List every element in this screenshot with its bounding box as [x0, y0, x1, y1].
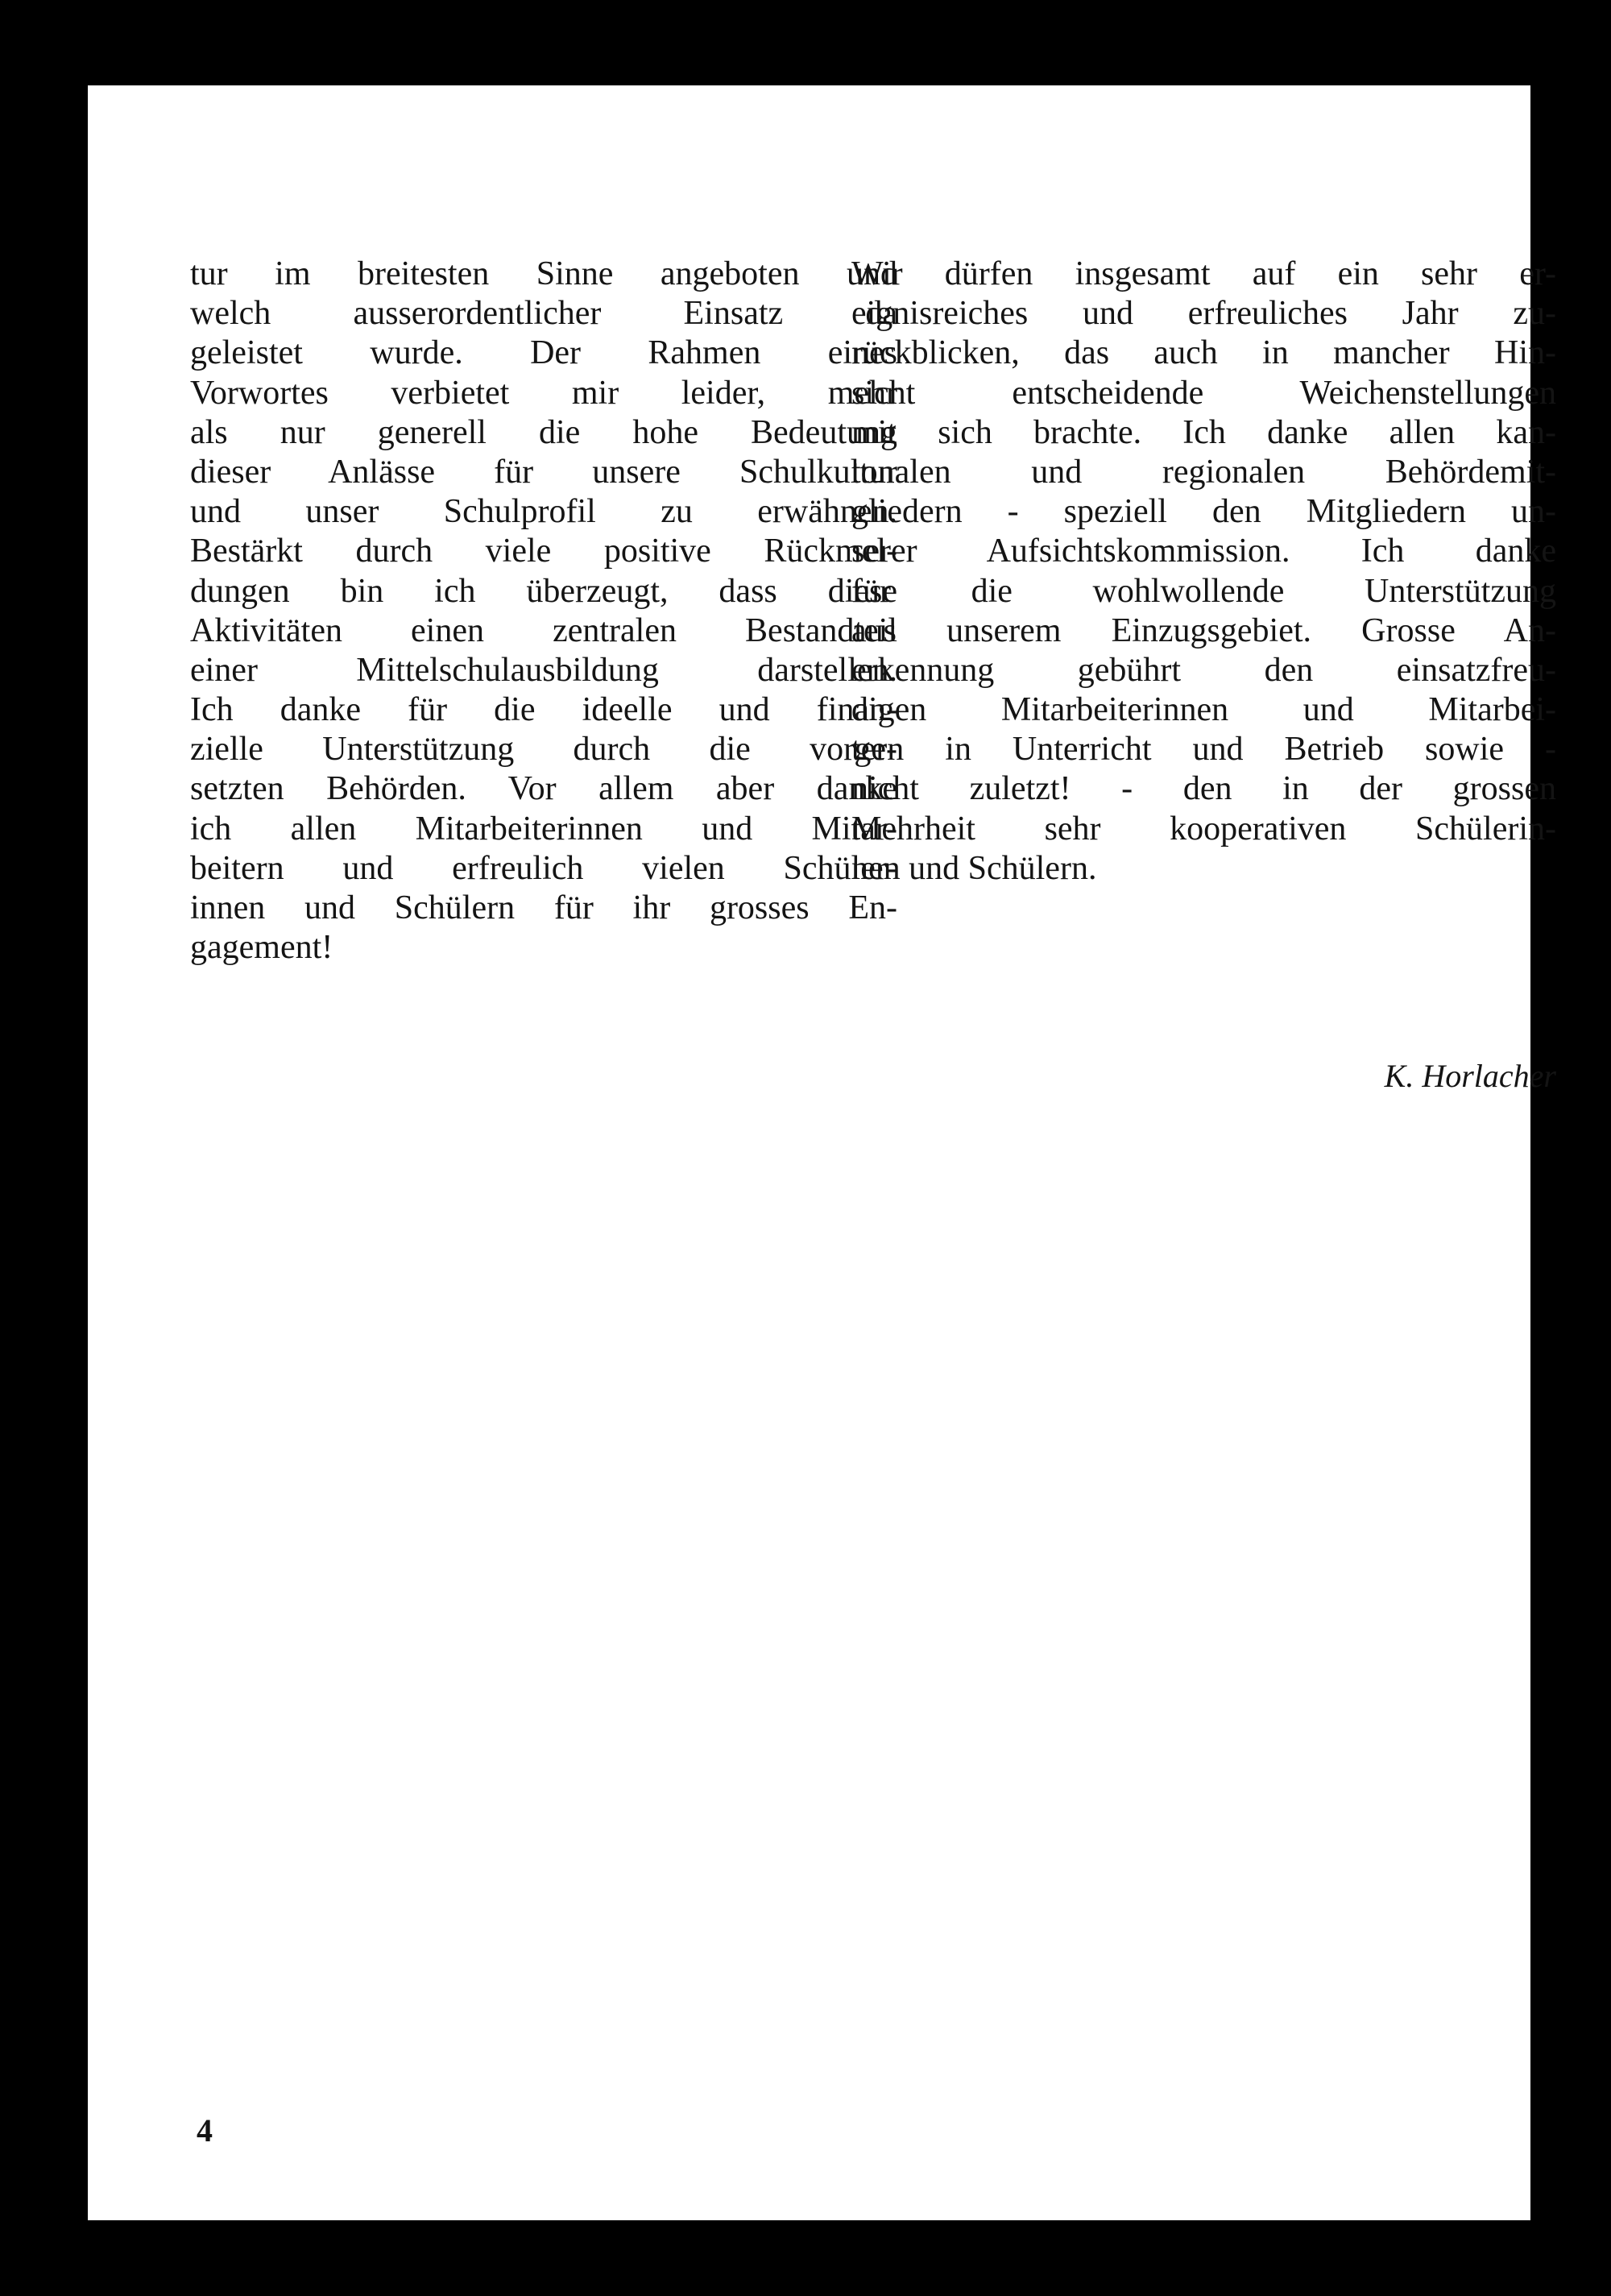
text-line: beitern und erfreulich vielen Schüler-	[190, 849, 897, 887]
text-line: und unser Schulprofil zu erwähnen.	[190, 493, 897, 531]
text-line: zielle Unterstützung durch die vorge-	[190, 731, 897, 769]
text-line: innen und Schülern für ihr grosses En-	[190, 889, 897, 926]
right-text-column	[851, 255, 1556, 1094]
text-line: erkennung gebührt den einsatzfreu-	[851, 651, 1556, 689]
text-line: nen und Schülern.	[851, 849, 1097, 887]
text-line: tern in Unterricht und Betrieb sowie -	[851, 731, 1556, 769]
text-line: gliedern - speziell den Mitgliedern un-	[851, 493, 1556, 531]
text-line: dungen bin ich überzeugt, dass diese	[190, 572, 897, 610]
text-line: gagement!	[190, 929, 333, 967]
text-line: einer Mittelschulausbildung darstellen.	[190, 651, 897, 689]
document-page	[88, 85, 1556, 2220]
text-line: Aktivitäten einen zentralen Bestandteil	[190, 611, 897, 649]
author-signature: K. Horlacher	[1384, 1058, 1556, 1094]
text-line: eignisreiches und erfreuliches Jahr zu-	[851, 295, 1556, 333]
text-line: tonalen und regionalen Behördemit-	[851, 453, 1556, 491]
text-line: Bestärkt durch viele positive Rückmel-	[190, 533, 897, 570]
text-line: Mehrheit sehr kooperativen Schülerin-	[851, 810, 1556, 848]
text-line: Ich danke für die ideelle und finan-	[190, 691, 897, 729]
text-line: für die wohlwollende Unterstützung	[851, 572, 1556, 610]
text-line: Vorwortes verbietet mir leider, mehr	[190, 374, 897, 412]
text-line: setzten Behörden. Vor allem aber danke	[190, 770, 897, 808]
text-line: mit sich brachte. Ich danke allen kan-	[851, 413, 1556, 451]
text-line: welch ausserordentlicher Einsatz da	[190, 295, 897, 333]
text-line: tur im breitesten Sinne angeboten und	[190, 255, 897, 292]
text-line: als nur generell die hohe Bedeutung	[190, 413, 897, 451]
text-line: ich allen Mitarbeiterinnen und Mitar-	[190, 810, 897, 848]
text-line: digen Mitarbeiterinnen und Mitarbei-	[851, 691, 1556, 729]
text-line: aus unserem Einzugsgebiet. Grosse An-	[851, 611, 1556, 649]
text-line: geleistet wurde. Der Rahmen eines	[190, 334, 897, 372]
left-text-column	[190, 255, 897, 968]
text-line: rückblicken, das auch in mancher Hin-	[851, 334, 1556, 372]
text-line: sicht entscheidende Weichenstellungen	[851, 374, 1556, 412]
text-line: serer Aufsichtskommission. Ich danke	[851, 533, 1556, 570]
page-number: 4	[197, 2112, 213, 2149]
text-line: Wir dürfen insgesamt auf ein sehr er-	[851, 255, 1556, 292]
text-line: dieser Anlässe für unsere Schulkultur	[190, 453, 897, 491]
text-line: nicht zuletzt! - den in der grossen	[851, 770, 1556, 808]
